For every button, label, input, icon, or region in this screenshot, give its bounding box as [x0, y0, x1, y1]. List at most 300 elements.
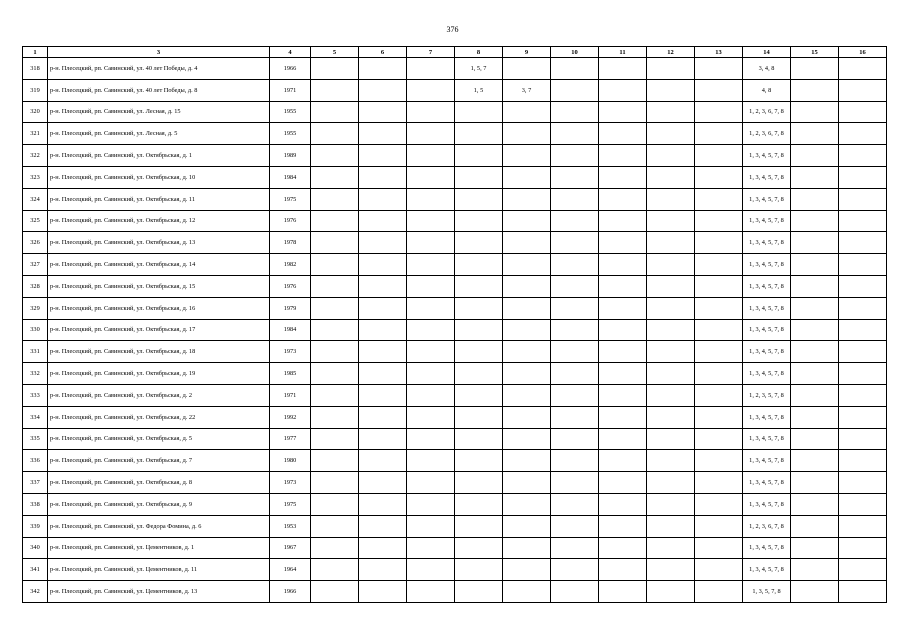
col13-cell — [695, 319, 743, 341]
col14-cell: 1, 3, 4, 5, 7, 8 — [743, 275, 791, 297]
col14-cell: 1, 3, 4, 5, 7, 8 — [743, 493, 791, 515]
col12-cell — [647, 319, 695, 341]
col12-cell — [647, 341, 695, 363]
col16-cell — [839, 537, 887, 559]
table-row — [23, 232, 887, 254]
col11-cell — [599, 384, 647, 406]
col9-cell — [503, 210, 551, 232]
year-cell: 1964 — [270, 559, 311, 581]
col15-cell — [791, 341, 839, 363]
col16-cell — [839, 101, 887, 123]
col6-cell — [359, 493, 407, 515]
year-cell: 1967 — [270, 537, 311, 559]
col11-cell — [599, 210, 647, 232]
row-number-cell: 328 — [23, 275, 48, 297]
column-header: 12 — [647, 47, 695, 58]
col10-cell — [551, 297, 599, 319]
col11-cell — [599, 472, 647, 494]
col11-cell — [599, 515, 647, 537]
col15-cell — [791, 297, 839, 319]
col8-cell — [455, 493, 503, 515]
row-number-cell: 341 — [23, 559, 48, 581]
col15-cell — [791, 232, 839, 254]
col10-cell — [551, 341, 599, 363]
table-row — [23, 450, 887, 472]
col11-cell — [599, 559, 647, 581]
year-cell: 1984 — [270, 319, 311, 341]
col13-cell — [695, 123, 743, 145]
column-header: 3 — [48, 47, 270, 58]
col5-cell — [311, 188, 359, 210]
col7-cell — [407, 384, 455, 406]
col5-cell — [311, 210, 359, 232]
col14-cell: 1, 2, 3, 6, 7, 8 — [743, 123, 791, 145]
col13-cell — [695, 166, 743, 188]
col10-cell — [551, 275, 599, 297]
col14-cell: 1, 3, 4, 5, 7, 8 — [743, 254, 791, 276]
col7-cell — [407, 537, 455, 559]
col16-cell — [839, 58, 887, 80]
col8-cell: 1, 5, 7 — [455, 58, 503, 80]
col12-cell — [647, 79, 695, 101]
col5-cell — [311, 559, 359, 581]
col10-cell — [551, 166, 599, 188]
col11-cell — [599, 428, 647, 450]
col6-cell — [359, 297, 407, 319]
col6-cell — [359, 428, 407, 450]
year-cell: 1973 — [270, 472, 311, 494]
row-number-cell: 333 — [23, 384, 48, 406]
col14-cell: 1, 3, 4, 5, 7, 8 — [743, 537, 791, 559]
col13-cell — [695, 254, 743, 276]
col9-cell — [503, 515, 551, 537]
col13-cell — [695, 275, 743, 297]
col6-cell — [359, 537, 407, 559]
col15-cell — [791, 493, 839, 515]
row-number-cell: 331 — [23, 341, 48, 363]
col7-cell — [407, 319, 455, 341]
col14-cell: 1, 3, 4, 5, 7, 8 — [743, 297, 791, 319]
table-row — [23, 406, 887, 428]
col13-cell — [695, 188, 743, 210]
col8-cell — [455, 101, 503, 123]
col9-cell — [503, 384, 551, 406]
col10-cell — [551, 406, 599, 428]
col15-cell — [791, 581, 839, 603]
col11-cell — [599, 275, 647, 297]
col14-cell: 1, 3, 4, 5, 7, 8 — [743, 319, 791, 341]
col14-cell: 1, 3, 5, 7, 8 — [743, 581, 791, 603]
year-cell: 1955 — [270, 101, 311, 123]
row-number-cell: 326 — [23, 232, 48, 254]
table-row — [23, 58, 887, 80]
col10-cell — [551, 145, 599, 167]
col9-cell — [503, 297, 551, 319]
col9-cell — [503, 406, 551, 428]
row-number-cell: 325 — [23, 210, 48, 232]
col9-cell — [503, 581, 551, 603]
table-row — [23, 297, 887, 319]
col10-cell — [551, 384, 599, 406]
col6-cell — [359, 166, 407, 188]
col7-cell — [407, 254, 455, 276]
col13-cell — [695, 428, 743, 450]
col7-cell — [407, 166, 455, 188]
col14-cell: 1, 3, 4, 5, 7, 8 — [743, 450, 791, 472]
col15-cell — [791, 210, 839, 232]
col5-cell — [311, 123, 359, 145]
col7-cell — [407, 341, 455, 363]
col8-cell — [455, 559, 503, 581]
table-row — [23, 79, 887, 101]
col9-cell — [503, 428, 551, 450]
row-number-cell: 318 — [23, 58, 48, 80]
col12-cell — [647, 275, 695, 297]
col12-cell — [647, 472, 695, 494]
col7-cell — [407, 123, 455, 145]
col8-cell: 1, 5 — [455, 79, 503, 101]
col5-cell — [311, 58, 359, 80]
year-cell: 1978 — [270, 232, 311, 254]
col12-cell — [647, 58, 695, 80]
col6-cell — [359, 450, 407, 472]
col11-cell — [599, 537, 647, 559]
col14-cell: 1, 2, 3, 6, 7, 8 — [743, 515, 791, 537]
col10-cell — [551, 319, 599, 341]
row-number-cell: 323 — [23, 166, 48, 188]
col12-cell — [647, 515, 695, 537]
col9-cell — [503, 341, 551, 363]
col5-cell — [311, 493, 359, 515]
address-cell: р-н. Плесецкий, рп. Савинский, ул. Лесная, д. 15 — [48, 101, 270, 123]
table-row — [23, 210, 887, 232]
col5-cell — [311, 537, 359, 559]
col12-cell — [647, 450, 695, 472]
col13-cell — [695, 537, 743, 559]
year-cell: 1984 — [270, 166, 311, 188]
address-cell: р-н. Плесецкий, рп. Савинский, ул. Октябрьская, д. 8 — [48, 472, 270, 494]
year-cell: 1973 — [270, 341, 311, 363]
col11-cell — [599, 166, 647, 188]
col9-cell — [503, 123, 551, 145]
col16-cell — [839, 275, 887, 297]
col16-cell — [839, 406, 887, 428]
col5-cell — [311, 406, 359, 428]
address-cell: р-н. Плесецкий, рп. Савинский, ул. Октябрьская, д. 10 — [48, 166, 270, 188]
col6-cell — [359, 559, 407, 581]
row-number-cell: 322 — [23, 145, 48, 167]
col9-cell — [503, 101, 551, 123]
col10-cell — [551, 493, 599, 515]
col16-cell — [839, 428, 887, 450]
col8-cell — [455, 188, 503, 210]
col5-cell — [311, 232, 359, 254]
col15-cell — [791, 515, 839, 537]
col7-cell — [407, 297, 455, 319]
table-body — [23, 58, 887, 603]
col10-cell — [551, 428, 599, 450]
col16-cell — [839, 232, 887, 254]
column-header: 9 — [503, 47, 551, 58]
col16-cell — [839, 384, 887, 406]
year-cell: 1953 — [270, 515, 311, 537]
address-cell: р-н. Плесецкий, рп. Савинский, ул. Октябрьская, д. 9 — [48, 493, 270, 515]
year-cell: 1992 — [270, 406, 311, 428]
column-header: 13 — [695, 47, 743, 58]
col6-cell — [359, 472, 407, 494]
col5-cell — [311, 145, 359, 167]
col15-cell — [791, 188, 839, 210]
col9-cell — [503, 559, 551, 581]
col10-cell — [551, 537, 599, 559]
address-cell: р-н. Плесецкий, рп. Савинский, ул. Октябрьская, д. 2 — [48, 384, 270, 406]
col6-cell — [359, 145, 407, 167]
col8-cell — [455, 384, 503, 406]
col8-cell — [455, 210, 503, 232]
col5-cell — [311, 166, 359, 188]
address-cell: р-н. Плесецкий, рп. Савинский, ул. Октябрьская, д. 12 — [48, 210, 270, 232]
col8-cell — [455, 537, 503, 559]
col7-cell — [407, 493, 455, 515]
row-number-cell: 339 — [23, 515, 48, 537]
address-cell: р-н. Плесецкий, рп. Савинский, ул. Лесная, д. 5 — [48, 123, 270, 145]
row-number-cell: 330 — [23, 319, 48, 341]
col9-cell: 3, 7 — [503, 79, 551, 101]
col13-cell — [695, 559, 743, 581]
col5-cell — [311, 341, 359, 363]
col9-cell — [503, 275, 551, 297]
col8-cell — [455, 515, 503, 537]
table-row — [23, 319, 887, 341]
col13-cell — [695, 297, 743, 319]
col8-cell — [455, 428, 503, 450]
col8-cell — [455, 341, 503, 363]
year-cell: 1985 — [270, 363, 311, 385]
col5-cell — [311, 101, 359, 123]
col8-cell — [455, 319, 503, 341]
col14-cell: 1, 2, 3, 5, 7, 8 — [743, 384, 791, 406]
col5-cell — [311, 319, 359, 341]
col15-cell — [791, 559, 839, 581]
col15-cell — [791, 450, 839, 472]
row-number-cell: 327 — [23, 254, 48, 276]
year-cell: 1982 — [270, 254, 311, 276]
col14-cell: 1, 3, 4, 5, 7, 8 — [743, 210, 791, 232]
col14-cell: 1, 3, 4, 5, 7, 8 — [743, 559, 791, 581]
col7-cell — [407, 58, 455, 80]
col16-cell — [839, 297, 887, 319]
year-cell: 1971 — [270, 384, 311, 406]
col7-cell — [407, 145, 455, 167]
col15-cell — [791, 79, 839, 101]
col12-cell — [647, 406, 695, 428]
address-cell: р-н. Плесецкий, рп. Савинский, ул. Октябрьская, д. 14 — [48, 254, 270, 276]
address-cell: р-н. Плесецкий, рп. Савинский, ул. Федора Фомина, д. 6 — [48, 515, 270, 537]
address-cell: р-н. Плесецкий, рп. Савинский, ул. Цементников, д. 13 — [48, 581, 270, 603]
col7-cell — [407, 188, 455, 210]
col13-cell — [695, 79, 743, 101]
col9-cell — [503, 188, 551, 210]
col13-cell — [695, 450, 743, 472]
col9-cell — [503, 472, 551, 494]
address-cell: р-н. Плесецкий, рп. Савинский, ул. 40 лет Победы, д. 8 — [48, 79, 270, 101]
col11-cell — [599, 254, 647, 276]
col11-cell — [599, 145, 647, 167]
col9-cell — [503, 254, 551, 276]
col16-cell — [839, 188, 887, 210]
col10-cell — [551, 123, 599, 145]
col11-cell — [599, 406, 647, 428]
col6-cell — [359, 232, 407, 254]
col12-cell — [647, 232, 695, 254]
year-cell: 1971 — [270, 79, 311, 101]
col12-cell — [647, 210, 695, 232]
col15-cell — [791, 275, 839, 297]
year-cell: 1975 — [270, 188, 311, 210]
col12-cell — [647, 101, 695, 123]
col12-cell — [647, 166, 695, 188]
col15-cell — [791, 537, 839, 559]
col5-cell — [311, 384, 359, 406]
col10-cell — [551, 210, 599, 232]
col9-cell — [503, 166, 551, 188]
year-cell: 1976 — [270, 210, 311, 232]
column-header: 11 — [599, 47, 647, 58]
table-row — [23, 384, 887, 406]
col5-cell — [311, 515, 359, 537]
col7-cell — [407, 275, 455, 297]
column-header: 16 — [839, 47, 887, 58]
table-row — [23, 275, 887, 297]
col8-cell — [455, 232, 503, 254]
col8-cell — [455, 166, 503, 188]
row-number-cell: 338 — [23, 493, 48, 515]
col16-cell — [839, 515, 887, 537]
col14-cell: 1, 3, 4, 5, 7, 8 — [743, 166, 791, 188]
address-cell: р-н. Плесецкий, рп. Савинский, ул. Октябрьская, д. 15 — [48, 275, 270, 297]
col16-cell — [839, 123, 887, 145]
row-number-cell: 332 — [23, 363, 48, 385]
column-header: 6 — [359, 47, 407, 58]
col11-cell — [599, 319, 647, 341]
col5-cell — [311, 428, 359, 450]
col6-cell — [359, 384, 407, 406]
col5-cell — [311, 450, 359, 472]
col14-cell: 1, 2, 3, 6, 7, 8 — [743, 101, 791, 123]
col6-cell — [359, 123, 407, 145]
col11-cell — [599, 232, 647, 254]
row-number-cell: 342 — [23, 581, 48, 603]
year-cell: 1966 — [270, 581, 311, 603]
col6-cell — [359, 79, 407, 101]
address-cell: р-н. Плесецкий, рп. Савинский, ул. 40 лет Победы, д. 4 — [48, 58, 270, 80]
col8-cell — [455, 406, 503, 428]
col14-cell: 3, 4, 8 — [743, 58, 791, 80]
col11-cell — [599, 188, 647, 210]
col13-cell — [695, 384, 743, 406]
row-number-cell: 329 — [23, 297, 48, 319]
column-header: 4 — [270, 47, 311, 58]
table-row — [23, 537, 887, 559]
col6-cell — [359, 515, 407, 537]
address-cell: р-н. Плесецкий, рп. Савинский, ул. Цементников, д. 11 — [48, 559, 270, 581]
col7-cell — [407, 559, 455, 581]
col8-cell — [455, 145, 503, 167]
address-cell: р-н. Плесецкий, рп. Савинский, ул. Октябрьская, д. 17 — [48, 319, 270, 341]
col7-cell — [407, 472, 455, 494]
col12-cell — [647, 188, 695, 210]
page-number: 376 — [446, 25, 459, 34]
col16-cell — [839, 254, 887, 276]
row-number-cell: 324 — [23, 188, 48, 210]
col15-cell — [791, 406, 839, 428]
col5-cell — [311, 363, 359, 385]
year-cell: 1975 — [270, 493, 311, 515]
table-header-row — [23, 47, 887, 58]
col9-cell — [503, 58, 551, 80]
col14-cell: 4, 8 — [743, 79, 791, 101]
col12-cell — [647, 145, 695, 167]
col10-cell — [551, 254, 599, 276]
col15-cell — [791, 254, 839, 276]
col7-cell — [407, 363, 455, 385]
col7-cell — [407, 101, 455, 123]
col6-cell — [359, 58, 407, 80]
col11-cell — [599, 341, 647, 363]
col12-cell — [647, 297, 695, 319]
col6-cell — [359, 210, 407, 232]
address-cell: р-н. Плесецкий, рп. Савинский, ул. Октябрьская, д. 7 — [48, 450, 270, 472]
col15-cell — [791, 363, 839, 385]
col9-cell — [503, 145, 551, 167]
col14-cell: 1, 3, 4, 5, 7, 8 — [743, 363, 791, 385]
col6-cell — [359, 101, 407, 123]
column-header: 14 — [743, 47, 791, 58]
col8-cell — [455, 363, 503, 385]
col10-cell — [551, 515, 599, 537]
col9-cell — [503, 232, 551, 254]
row-number-cell: 335 — [23, 428, 48, 450]
col6-cell — [359, 363, 407, 385]
col10-cell — [551, 188, 599, 210]
col9-cell — [503, 319, 551, 341]
col10-cell — [551, 559, 599, 581]
col15-cell — [791, 145, 839, 167]
col7-cell — [407, 515, 455, 537]
row-number-cell: 336 — [23, 450, 48, 472]
col11-cell — [599, 581, 647, 603]
col13-cell — [695, 515, 743, 537]
col14-cell: 1, 3, 4, 5, 7, 8 — [743, 145, 791, 167]
year-cell: 1980 — [270, 450, 311, 472]
col14-cell: 1, 3, 4, 5, 7, 8 — [743, 428, 791, 450]
col6-cell — [359, 406, 407, 428]
address-cell: р-н. Плесецкий, рп. Савинский, ул. Октябрьская, д. 19 — [48, 363, 270, 385]
column-header: 7 — [407, 47, 455, 58]
address-cell: р-н. Плесецкий, рп. Савинский, ул. Октябрьская, д. 13 — [48, 232, 270, 254]
year-cell: 1955 — [270, 123, 311, 145]
year-cell: 1976 — [270, 275, 311, 297]
col15-cell — [791, 101, 839, 123]
col6-cell — [359, 581, 407, 603]
col7-cell — [407, 232, 455, 254]
col16-cell — [839, 450, 887, 472]
col11-cell — [599, 297, 647, 319]
col10-cell — [551, 450, 599, 472]
col13-cell — [695, 581, 743, 603]
row-number-cell: 334 — [23, 406, 48, 428]
col16-cell — [839, 363, 887, 385]
